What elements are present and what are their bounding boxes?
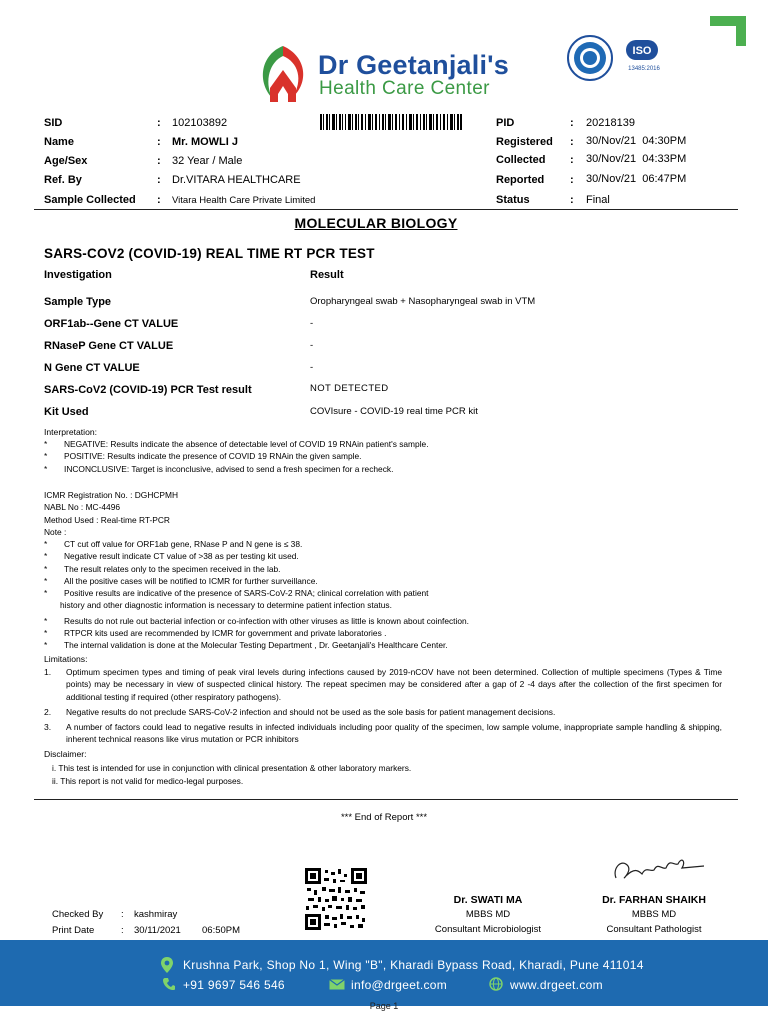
name-label: Name bbox=[44, 136, 74, 148]
signature-name-1: Dr. SWATI MA bbox=[453, 894, 523, 906]
colon: : bbox=[157, 194, 161, 206]
colon: : bbox=[570, 194, 574, 206]
list-item: * NEGATIVE: Results indicate the absence of detectable level of COVID 19 RNAin patient's sample. bbox=[44, 439, 429, 449]
corner-decoration-icon bbox=[708, 14, 748, 48]
print-time-value: 06:50PM bbox=[202, 925, 241, 936]
email-icon bbox=[329, 979, 345, 990]
list-item: i. This test is intended for use in conjunction with clinical presentation & other laboratory markers. bbox=[52, 763, 412, 773]
row-label-pcr-result: SARS-CoV2 (COVID-19) PCR Test result bbox=[44, 384, 252, 396]
limitation-item: Negative results do not preclude SARS-CoV-2 infection and should not be used as the sole basis for patient management decisions. bbox=[66, 707, 556, 717]
colon: : bbox=[570, 174, 574, 186]
list-item: * Positive results are indicative of the presence of SARS-CoV-2 RNA; clinical correlation with patient bbox=[44, 588, 429, 599]
footer-website[interactable]: www.drgeet.com bbox=[510, 978, 603, 992]
nabl-number: NABL No : MC-4496 bbox=[44, 502, 121, 513]
footer-address: Krushna Park, Shop No 1, Wing "B", Kharadi Bypass Road, Kharadi, Pune 411014 bbox=[183, 958, 644, 972]
list-item: * CT cut off value for ORF1ab gene, RNase P and N gene is ≤ 38. bbox=[44, 539, 303, 549]
brand-logo-icon bbox=[252, 40, 314, 110]
method-used: Method Used : Real-time RT-PCR bbox=[44, 514, 170, 525]
footer-email[interactable]: info@drgeet.com bbox=[351, 978, 448, 992]
checked-by-label: Checked By bbox=[52, 909, 104, 920]
signature-degree-1: MBBS MD bbox=[465, 909, 511, 920]
registered-value: 30/Nov/21 04:30PM bbox=[586, 135, 687, 147]
collected-value: 30/Nov/21 04:33PM bbox=[586, 153, 687, 165]
refby-label: Ref. By bbox=[44, 174, 82, 186]
test-title: SARS-COV2 (COVID-19) REAL TIME RT PCR TEST bbox=[44, 246, 375, 261]
list-item: * RTPCR kits used are recommended by ICMR for government and private laboratories . bbox=[44, 628, 387, 639]
colon: : bbox=[157, 117, 161, 129]
list-item: * All the positive cases will be notified to ICMR for further surveillance. bbox=[44, 575, 318, 586]
signature-title-2: Consultant Pathologist bbox=[606, 924, 702, 935]
colon: : bbox=[157, 155, 161, 167]
globe-icon bbox=[489, 977, 503, 991]
limitations-title: Limitations: bbox=[44, 654, 88, 664]
list-item: ii. This report is not valid for medico-legal purposes. bbox=[52, 776, 244, 787]
sample-collected-label: Sample Collected bbox=[44, 194, 136, 206]
sample-collected-value: Vitara Health Care Private Limited bbox=[172, 195, 316, 206]
name-value: Mr. MOWLI J bbox=[172, 136, 238, 148]
interpretation-title: Interpretation: bbox=[44, 427, 98, 437]
location-icon bbox=[160, 956, 174, 974]
refby-value: Dr.VITARA HEALTHCARE bbox=[172, 174, 301, 186]
row-label-orf1ab: ORF1ab--Gene CT VALUE bbox=[44, 318, 179, 330]
agesex-label: Age/Sex bbox=[44, 155, 88, 167]
disclaimer-list bbox=[52, 762, 411, 788]
limitation-item: A number of factors could lead to negative results in infected individuals including poor quality of the specimen, low sample volume, inappropriate sample handling & shipping, inherent technical reasons like virus mutation or PCR inhibitors bbox=[66, 722, 722, 745]
phone-icon bbox=[162, 977, 176, 991]
page-number: Page 1 bbox=[369, 1001, 399, 1011]
colon: : bbox=[570, 154, 574, 166]
agesex-value: 32 Year / Male bbox=[172, 155, 243, 167]
signature-icon bbox=[608, 848, 708, 888]
colon: : bbox=[157, 136, 161, 148]
signature-name-2: Dr. FARHAN SHAIKH bbox=[602, 894, 706, 906]
row-value-ngene: - bbox=[310, 362, 314, 373]
investigation-header: Investigation bbox=[44, 269, 112, 281]
footer-band bbox=[0, 940, 768, 1006]
status-label: Status bbox=[496, 194, 530, 206]
limitation-number: 3. bbox=[44, 722, 52, 732]
icmr-registration: ICMR Registration No. : DGHCPMH bbox=[44, 490, 179, 500]
iso-number: 13485:2016 bbox=[628, 66, 660, 72]
limitation-number: 2. bbox=[44, 707, 52, 717]
iso-icon bbox=[624, 38, 660, 62]
colon: : bbox=[121, 909, 124, 920]
sid-label: SID bbox=[44, 117, 63, 129]
row-label-sample-type: Sample Type bbox=[44, 296, 112, 308]
checked-by-value: kashmiray bbox=[134, 909, 178, 920]
row-label-rnasep: RNaseP Gene CT VALUE bbox=[44, 340, 174, 352]
header-divider bbox=[34, 209, 738, 210]
barcode-icon bbox=[320, 114, 462, 130]
limitation-item: Optimum specimen types and timing of peak viral levels during infections caused by 2019-nCOV have not been determined. Collection of multiple specimens (Types & Time points) may be necessary in view of suspected clinical history. The repeat specimen may be considered after a gap of 2 -4 days after the collection of the first specimen for additional testing if required (other respiratory pathogens). bbox=[66, 667, 722, 702]
row-label-kit: Kit Used bbox=[44, 406, 89, 418]
list-item: history and other diagnostic information is necessary to determine patient infection status. bbox=[60, 600, 392, 611]
interpretation-list bbox=[44, 438, 429, 475]
colon: : bbox=[570, 117, 574, 129]
list-item: * The internal validation is done at the Molecular Testing Department , Dr. Geetanjali's Healthcare Center. bbox=[44, 640, 448, 651]
list-item: * Negative result indicate CT value of >38 as per testing kit used. bbox=[44, 551, 299, 562]
row-value-sample-type: Oropharyngeal swab + Nasopharyngeal swab in VTM bbox=[310, 296, 536, 307]
pid-label: PID bbox=[496, 117, 515, 129]
limitation-number: 1. bbox=[44, 667, 52, 677]
brand-name: Dr Geetanjali's bbox=[318, 50, 509, 80]
footer-phone: +91 9697 546 546 bbox=[183, 978, 285, 992]
reported-value: 30/Nov/21 06:47PM bbox=[586, 173, 687, 185]
sid-value: 102103892 bbox=[172, 117, 228, 129]
row-value-rnasep: - bbox=[310, 340, 314, 351]
collected-label: Collected bbox=[496, 154, 546, 166]
colon: : bbox=[570, 136, 574, 148]
certification-seal-icon bbox=[566, 34, 614, 82]
registered-label: Registered bbox=[496, 136, 553, 148]
end-divider bbox=[34, 799, 738, 800]
section-title: MOLECULAR BIOLOGY bbox=[294, 215, 458, 231]
status-value: Final bbox=[586, 194, 610, 206]
list-item: * INCONCLUSIVE: Target is inconclusive, advised to send a fresh specimen for a recheck. bbox=[44, 463, 394, 474]
colon: : bbox=[157, 174, 161, 186]
note-title: Note : bbox=[44, 526, 67, 537]
list-item: * The result relates only to the specimen received in the lab. bbox=[44, 563, 281, 574]
qr-code-icon bbox=[305, 868, 367, 930]
signature-title-1: Consultant Microbiologist bbox=[434, 924, 542, 935]
reported-label: Reported bbox=[496, 174, 545, 186]
iso-badge-text: ISO bbox=[632, 45, 652, 57]
row-label-ngene: N Gene CT VALUE bbox=[44, 362, 140, 374]
row-value-orf1ab: - bbox=[310, 318, 314, 329]
pid-value: 20218139 bbox=[586, 117, 635, 129]
end-of-report: *** End of Report *** bbox=[340, 812, 428, 823]
disclaimer-title: Disclaimer: bbox=[44, 749, 87, 759]
row-value-pcr-result: NOT DETECTED bbox=[310, 383, 389, 394]
result-header: Result bbox=[310, 269, 344, 281]
print-date-value: 30/11/2021 bbox=[134, 925, 181, 936]
row-value-kit: COVIsure - COVID-19 real time PCR kit bbox=[310, 406, 478, 417]
registration-block bbox=[44, 489, 178, 538]
list-item: * Results do not rule out bacterial infection or co-infection with other viruses as little is known about coinfection. bbox=[44, 615, 470, 626]
signature-degree-2: MBBS MD bbox=[631, 909, 677, 920]
notes-list bbox=[44, 538, 724, 652]
brand-subtitle: Health Care Center bbox=[319, 78, 490, 99]
list-item: * POSITIVE: Results indicate the presence of COVID 19 RNAin the given sample. bbox=[44, 451, 362, 462]
colon: : bbox=[121, 925, 124, 936]
print-date-label: Print Date bbox=[52, 925, 95, 936]
